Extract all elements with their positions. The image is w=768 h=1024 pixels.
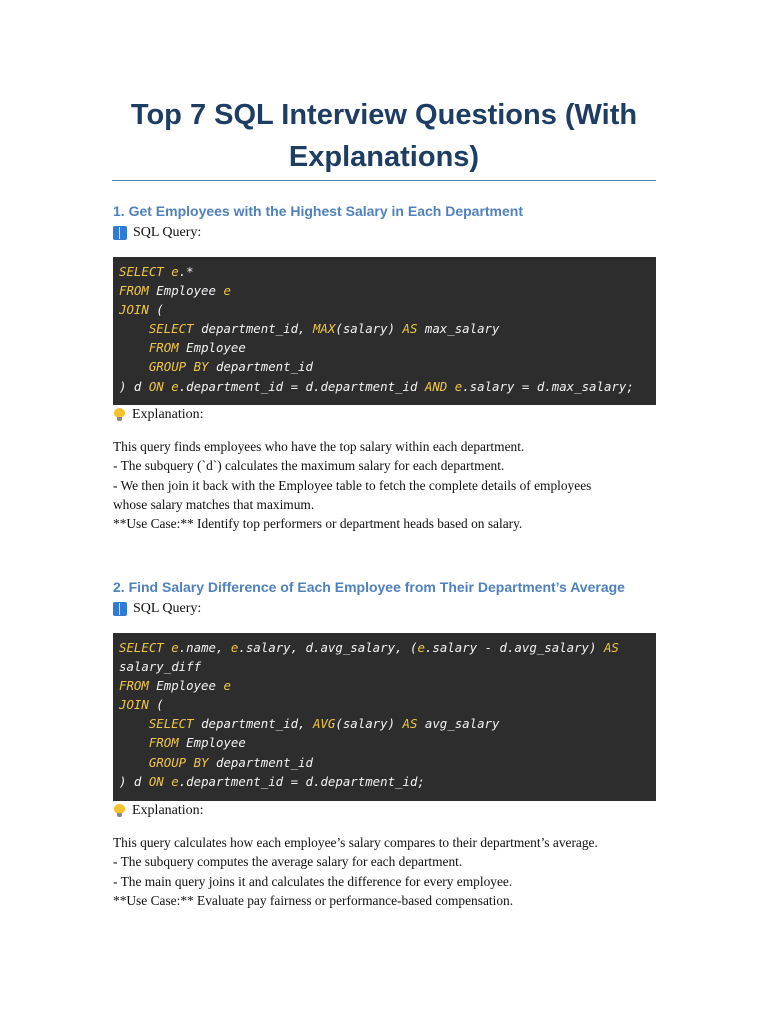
sql-query-label-text: SQL Query:: [133, 601, 202, 616]
code-keyword: GROUP BY: [148, 359, 209, 375]
code-token: department_id,: [193, 716, 313, 732]
code-token: Employee: [178, 340, 246, 356]
code-token: (: [148, 302, 164, 318]
page-title-line-2: Explanations): [288, 141, 480, 173]
sql-query-label: [113, 599, 658, 619]
code-line: [119, 695, 650, 714]
code-keyword: e: [417, 640, 425, 655]
code-keyword: MAX: [312, 321, 336, 337]
code-token: .department_id = d.department_id;: [178, 773, 425, 789]
code-keyword: e: [171, 378, 179, 394]
code-token: [119, 340, 149, 355]
page-title-line-1: Top 7 SQL Interview Questions (With: [130, 99, 638, 131]
code-token: (salary): [335, 321, 403, 337]
sql-code-block: [113, 257, 656, 405]
explanation-label-text: Explanation:: [132, 803, 204, 818]
code-keyword: SELECT: [148, 716, 194, 732]
sql-query-label: [113, 223, 658, 243]
code-token: [119, 735, 149, 750]
code-token: .salary - d.avg_salary): [424, 640, 604, 655]
code-keyword: AS: [402, 716, 418, 732]
code-keyword: FROM: [119, 283, 149, 299]
code-keyword: AVG: [312, 716, 336, 732]
explanation-line: **Use Case:** Identify top performers or department heads based on salary.: [113, 516, 523, 532]
section-heading: 2. Find Salary Difference of Each Employee from Their Department’s Average: [113, 579, 625, 595]
code-keyword: e: [171, 773, 179, 789]
explanation-line: whose salary matches that maximum.: [113, 496, 315, 512]
code-keyword: AS: [402, 321, 418, 337]
code-token: .salary, d.avg_salary, (: [238, 640, 418, 655]
explanation-text: [113, 833, 658, 910]
book-icon: [113, 602, 127, 616]
code-line: [119, 281, 650, 300]
explanation-line: - We then join it back with the Employee table to fetch the complete details of employees: [113, 477, 592, 493]
code-token: .name,: [178, 640, 231, 655]
explanation-line: This query finds employees who have the top salary within each department.: [113, 439, 525, 454]
code-keyword: e: [223, 678, 231, 694]
code-line: [119, 338, 650, 357]
explanation-line: - The main query joins it and calculates the difference for every employee.: [113, 873, 513, 889]
code-token: department_id,: [193, 321, 313, 337]
code-line: [119, 638, 650, 657]
code-token: salary_diff: [119, 659, 202, 675]
code-token: [119, 321, 149, 336]
code-line: [119, 676, 650, 695]
code-token: department_id: [208, 359, 313, 375]
code-token: [119, 755, 149, 770]
explanation-label-text: Explanation:: [132, 407, 204, 422]
explanation-line: This query calculates how each employee’s salary compares to their department’s average.: [113, 835, 598, 850]
code-keyword: e: [454, 378, 463, 394]
code-token: .department_id = d.department_id: [178, 378, 425, 394]
code-token: Employee: [178, 735, 246, 751]
sql-code-block: [113, 633, 656, 801]
code-token: (salary): [335, 716, 403, 732]
code-keyword: JOIN: [119, 302, 149, 318]
explanation-line: **Use Case:** Evaluate pay fairness or performance-based compensation.: [113, 892, 514, 908]
explanation-line: - The subquery (`d`) calculates the maximum salary for each department.: [113, 458, 505, 474]
code-keyword: SELECT: [119, 640, 164, 655]
code-token: [447, 379, 454, 394]
code-token: .salary = d.max_salary;: [462, 378, 634, 394]
code-token: .*: [178, 264, 194, 279]
explanation-label: [113, 801, 658, 821]
explanation-label: [113, 405, 658, 425]
code-line: [119, 377, 650, 396]
code-line: [119, 300, 650, 319]
code-token: Employee: [148, 678, 224, 694]
code-line: [119, 262, 650, 281]
code-keyword: FROM: [148, 735, 179, 751]
code-keyword: e: [223, 283, 231, 299]
code-token: [119, 716, 149, 731]
code-keyword: e: [230, 640, 239, 655]
code-token: ) d: [119, 773, 149, 789]
code-keyword: ON: [148, 378, 164, 394]
sql-query-label-text: SQL Query:: [133, 225, 202, 240]
explanation-text: [113, 437, 658, 533]
section-2: [113, 577, 658, 910]
code-line: [119, 772, 650, 791]
code-keyword: FROM: [119, 678, 149, 694]
page-title: [112, 94, 656, 178]
code-keyword: AND: [424, 378, 448, 394]
code-keyword: FROM: [148, 340, 179, 356]
code-line: [119, 753, 650, 772]
code-keyword: SELECT: [148, 321, 194, 337]
code-token: department_id: [208, 754, 313, 770]
light-bulb-icon: [113, 804, 125, 818]
code-token: ) d: [119, 378, 149, 394]
code-keyword: AS: [603, 640, 619, 655]
code-line: [119, 714, 650, 733]
section-heading: 1. Get Employees with the Highest Salary in Each Department: [113, 203, 524, 219]
book-icon: [113, 226, 127, 240]
code-line: [119, 733, 650, 752]
code-line: [119, 319, 650, 338]
code-keyword: SELECT: [119, 264, 164, 279]
code-token: avg_salary: [417, 716, 500, 732]
code-token: max_salary: [417, 321, 500, 337]
code-token: Employee: [148, 283, 224, 299]
light-bulb-icon: [113, 408, 125, 422]
code-keyword: e: [171, 264, 179, 279]
code-keyword: JOIN: [119, 697, 149, 713]
code-token: (: [148, 697, 164, 713]
title-divider: [112, 180, 656, 181]
code-keyword: e: [171, 640, 179, 655]
explanation-line: - The subquery computes the average salary for each department.: [113, 854, 463, 870]
code-line: [119, 357, 650, 376]
code-keyword: GROUP BY: [148, 754, 209, 770]
code-line: [119, 657, 650, 676]
code-keyword: ON: [148, 773, 164, 789]
section-1: [113, 201, 658, 533]
code-token: [119, 359, 149, 374]
